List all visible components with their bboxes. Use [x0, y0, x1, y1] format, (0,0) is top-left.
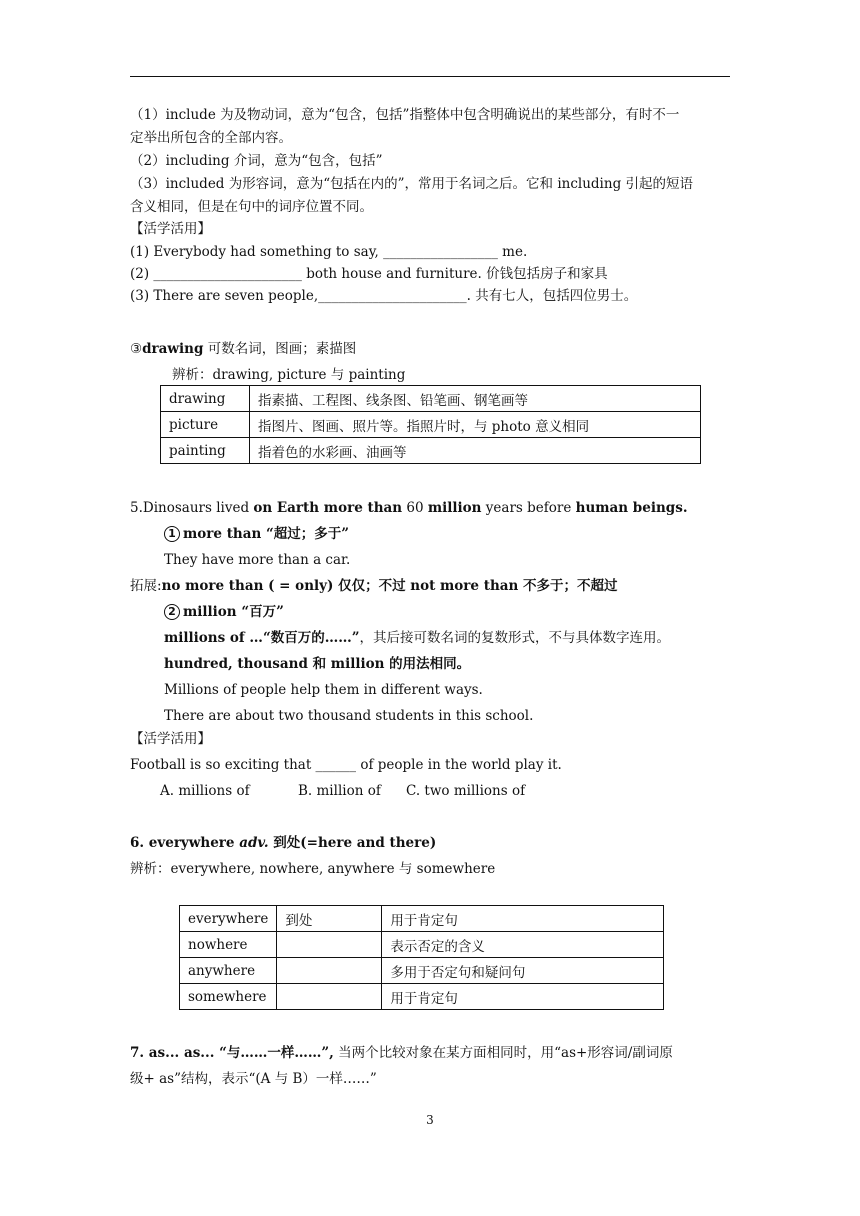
table-cell: drawing	[161, 386, 250, 412]
page-number: 3	[426, 1113, 434, 1127]
everywhere-analysis: 辨析：everywhere, nowhere, anywhere 与 somewhere	[130, 861, 496, 877]
table-cell: 用于肯定句	[382, 984, 664, 1010]
table-cell	[277, 984, 382, 1010]
sentence-part: years before	[481, 500, 576, 516]
included-paragraph-cont: 含义相同，但是在句中的词序位置不同。	[130, 199, 373, 215]
as-as-explanation: 当两个比较对象在某方面相同时，用“as+形容词/副词原	[333, 1045, 673, 1061]
thousand-example: There are about two thousand students in this school.	[164, 708, 534, 724]
table-cell: everywhere	[180, 906, 277, 932]
sentence-part: 60	[402, 500, 428, 516]
exercise-1: (1) Everybody had something to say, _________________ me.	[130, 244, 528, 260]
millions-of-meaning: “数百万的……”	[262, 630, 360, 646]
table-row	[161, 412, 701, 438]
table-row	[180, 932, 664, 958]
extension-text: no more than ( = only) 仅仅；不过 not more than 不多于；不超过	[161, 578, 618, 594]
millions-example: Millions of people help them in different ways.	[164, 682, 483, 698]
table-cell: 到处	[277, 906, 382, 932]
everywhere-table	[179, 905, 664, 1010]
heading-pos: adv.	[239, 835, 269, 851]
millions-of-line	[164, 628, 670, 648]
millions-of-note: ，其后接可数名词的复数形式，不与具体数字连用。	[359, 630, 670, 646]
extension-label: 拓展:	[130, 578, 162, 594]
dinosaurs-sentence	[130, 498, 688, 518]
heading-word: everywhere	[148, 835, 240, 851]
hundred-thousand-note: hundred, thousand 和 million 的用法相同。	[164, 656, 471, 672]
sentence-part-bold: human beings.	[575, 500, 688, 516]
option-b: B. million of	[298, 783, 381, 799]
circled-number-2: 2	[164, 604, 180, 620]
more-than-heading	[164, 524, 349, 544]
table-cell	[277, 958, 382, 984]
table-cell: 指图片、图画、照片等。指照片时，与 photo 意义相同	[250, 412, 701, 438]
header-rule	[130, 76, 730, 77]
drawing-marker: ③	[130, 341, 143, 357]
sentence-part-bold: million	[427, 500, 482, 516]
heading-meaning: 到处(=here and there)	[268, 835, 437, 851]
heading-number: 6.	[130, 835, 149, 851]
table-cell: 多用于否定句和疑问句	[382, 958, 664, 984]
drawing-word: drawing	[142, 341, 204, 357]
sentence-part-bold: on Earth more than	[253, 500, 403, 516]
table-cell: 指着色的水彩画、油画等	[250, 438, 701, 464]
drawing-table	[160, 385, 701, 464]
circled-number-1: 1	[164, 526, 180, 542]
include-paragraph-1-cont: 定举出所包含的全部内容。	[130, 130, 292, 146]
table-cell: painting	[161, 438, 250, 464]
table-cell	[277, 932, 382, 958]
table-row	[180, 906, 664, 932]
more-than-example: They have more than a car.	[164, 552, 351, 568]
table-row	[161, 386, 701, 412]
table-cell: nowhere	[180, 932, 277, 958]
drawing-analysis: 辨析：drawing, picture 与 painting	[172, 367, 406, 383]
table-row	[161, 438, 701, 464]
drawing-meaning: 可数名词，图画；素描图	[203, 341, 357, 357]
table-cell: anywhere	[180, 958, 277, 984]
table-row	[180, 958, 664, 984]
drawing-heading	[130, 339, 356, 359]
as-as-heading	[130, 1043, 673, 1063]
millions-of-term: millions of …	[164, 630, 263, 646]
exercise-3: (3) There are seven people,______________________. 共有七人，包括四位男士。	[130, 288, 638, 304]
table-cell: 指素描、工程图、线条图、铅笔画、钢笔画等	[250, 386, 701, 412]
practice-title-2: 【活学活用】	[130, 731, 211, 747]
table-cell: somewhere	[180, 984, 277, 1010]
table-cell: 表示否定的含义	[382, 932, 664, 958]
table-cell: picture	[161, 412, 250, 438]
included-paragraph: （3）included 为形容词，意为“包括在内的”，常用于名词之后。它和 including 引起的短语	[130, 176, 694, 192]
extension-line	[130, 576, 618, 596]
include-paragraph-1: （1）include 为及物动词，意为“包含，包括”指整体中包含明确说出的某些部分，有时不一	[130, 107, 680, 123]
option-a: A. millions of	[160, 783, 250, 799]
more-than-title: more than “超过；多于”	[183, 526, 350, 542]
sentence-part: 5.Dinosaurs lived	[130, 500, 254, 516]
option-c: C. two millions of	[406, 783, 526, 799]
including-paragraph: （2）including 介词，意为“包含，包括”	[130, 153, 383, 169]
million-heading	[164, 602, 284, 622]
million-title: million “百万”	[183, 604, 284, 620]
question: Football is so exciting that ______ of people in the world play it.	[130, 757, 562, 773]
table-cell: 用于肯定句	[382, 906, 664, 932]
everywhere-heading	[130, 833, 436, 853]
exercise-2: (2) ______________________ both house and furniture. 价钱包括房子和家具	[130, 266, 608, 282]
as-as-explanation-cont: 级+ as”结构，表示“(A 与 B）一样……”	[130, 1071, 377, 1087]
practice-title: 【活学活用】	[130, 221, 211, 237]
table-row	[180, 984, 664, 1010]
as-as-title: 7. as... as... “与……一样……”,	[130, 1045, 334, 1061]
